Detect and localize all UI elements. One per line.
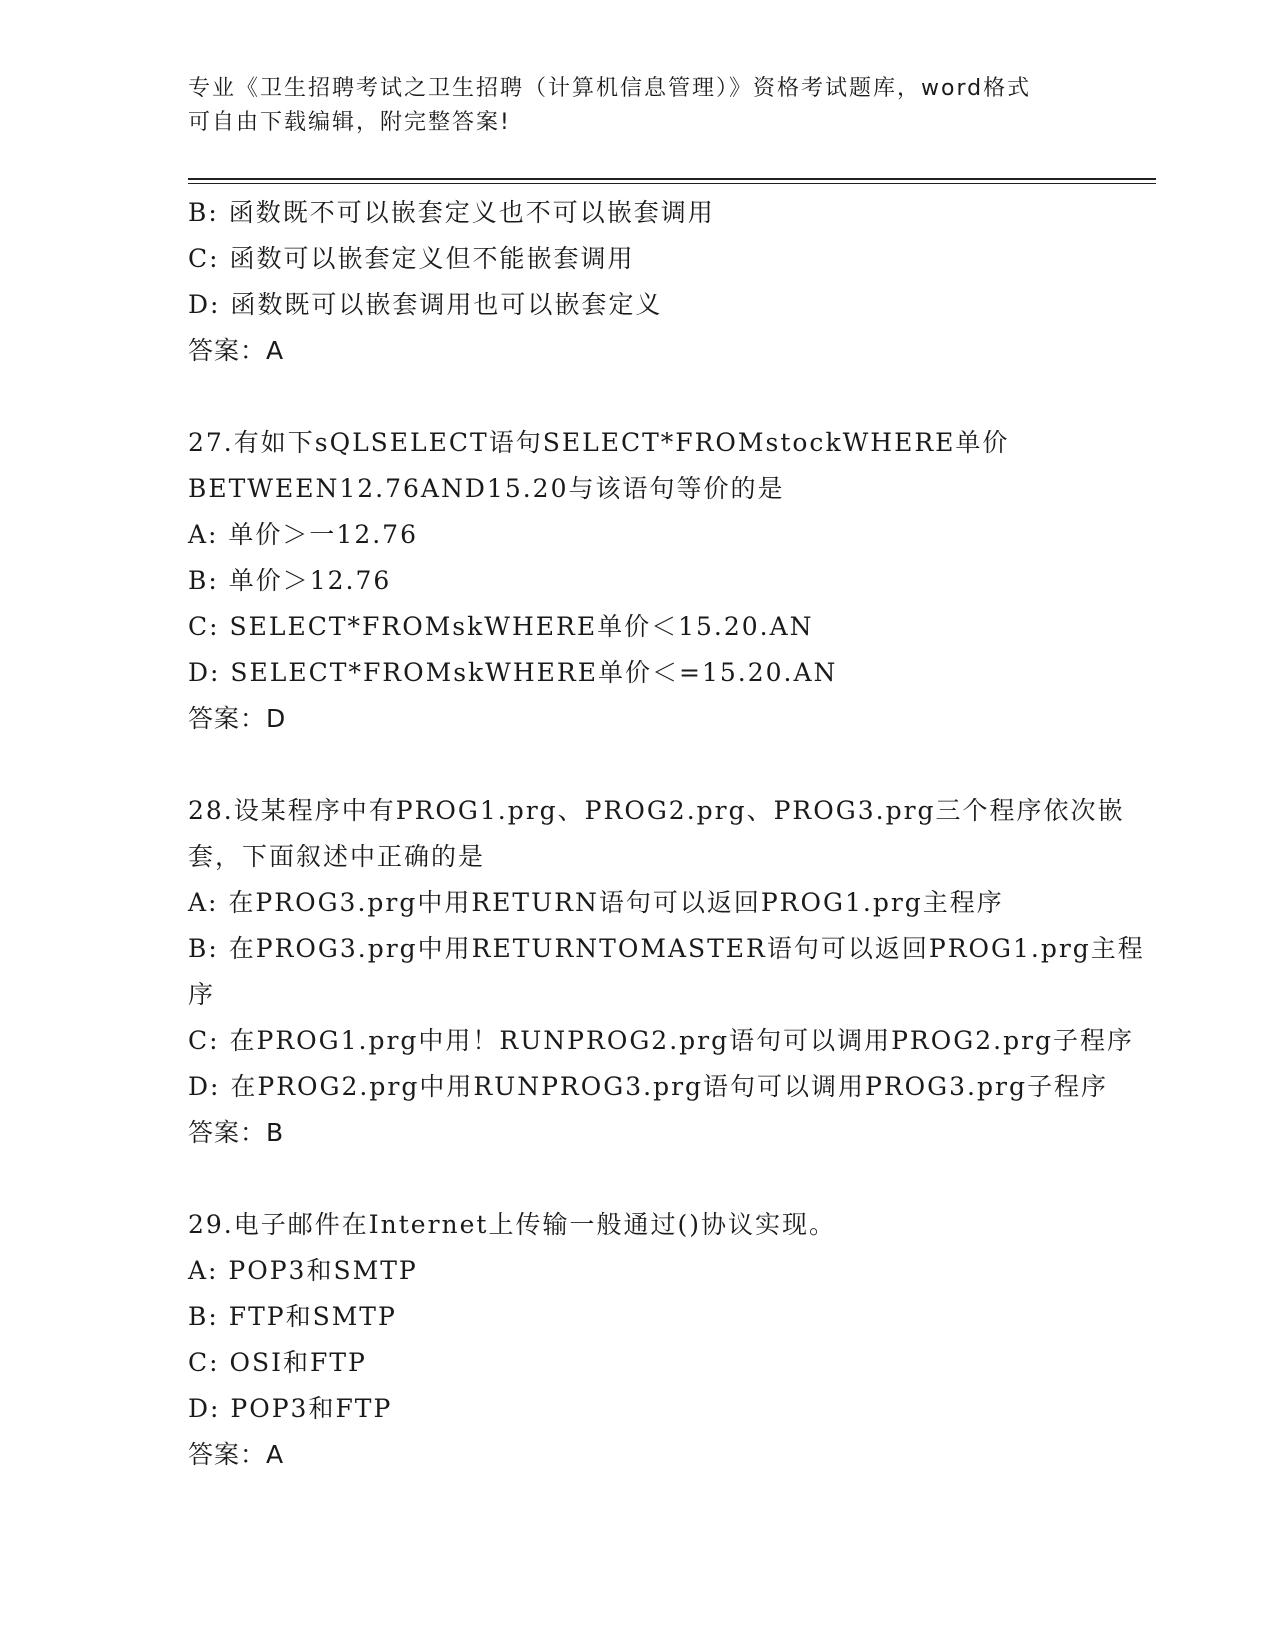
option-a: A: 在PROG3.prg中用RETURN语句可以返回PROG1.prg主程序 — [188, 888, 1004, 917]
question-stem: 27.有如下sQLSELECT语句SELECT*FROMstockWHERE单价 — [188, 428, 1010, 457]
question-stem: 28.设某程序中有PROG1.prg、PROG2.prg、PROG3.prg三个程序依次嵌 — [188, 796, 1125, 825]
spacer — [188, 1156, 1088, 1202]
option-b: B: FTP和SMTP — [188, 1302, 397, 1331]
option-d: D: SELECT*FROMskWHERE单价＜=15.20.AN — [188, 658, 838, 687]
question-stem: 29.电子邮件在Internet上传输一般通过()协议实现。 — [188, 1210, 836, 1239]
answer-line: 答案：A — [188, 336, 285, 365]
option-a: A: POP3和SMTP — [188, 1256, 418, 1285]
question-stem: 套，下面叙述中正确的是 — [188, 842, 486, 871]
answer-line: 答案：A — [188, 1440, 285, 1469]
question-block-28 — [188, 788, 1145, 1156]
question-stem: BETWEEN12.76AND15.20与该语句等价的是 — [188, 474, 785, 503]
document-header — [188, 72, 1088, 140]
option-c: C: OSI和FTP — [188, 1348, 367, 1377]
option-b: B: 单价＞12.76 — [188, 566, 392, 595]
answer-line: 答案：B — [188, 1118, 285, 1147]
option-c: C: 在PROG1.prg中用！RUNPROG2.prg语句可以调用PROG2.prg子程序 — [188, 1026, 1135, 1055]
option-b: B: 函数既不可以嵌套定义也不可以嵌套调用 — [188, 198, 715, 227]
question-block-27 — [188, 420, 1088, 742]
header-divider-thin — [188, 183, 1156, 184]
header-line-1: 专业《卫生招聘考试之卫生招聘（计算机信息管理）》资格考试题库，word格式 — [188, 76, 1032, 101]
question-block-29 — [188, 1202, 1088, 1478]
header-divider-thick — [188, 178, 1156, 180]
question-block-prev — [188, 190, 1088, 374]
option-c: C: 函数可以嵌套定义但不能嵌套调用 — [188, 244, 635, 273]
spacer — [188, 374, 1088, 420]
option-d: D: 在PROG2.prg中用RUNPROG3.prg语句可以调用PROG3.prg子程序 — [188, 1072, 1108, 1101]
option-d: D: 函数既可以嵌套调用也可以嵌套定义 — [188, 290, 663, 319]
option-b: B: 在PROG3.prg中用RETURNTOMASTER语句可以返回PROG1.prg主程 — [188, 934, 1145, 963]
option-a: A: 单价＞一12.76 — [188, 520, 418, 549]
option-b-continued: 序 — [188, 980, 216, 1009]
spacer — [188, 742, 1088, 788]
answer-line: 答案：D — [188, 704, 287, 733]
option-c: C: SELECT*FROMskWHERE单价＜15.20.AN — [188, 612, 814, 641]
option-d: D: POP3和FTP — [188, 1394, 393, 1423]
question-list — [188, 190, 1145, 1478]
header-line-2: 可自由下载编辑，附完整答案! — [188, 110, 511, 135]
